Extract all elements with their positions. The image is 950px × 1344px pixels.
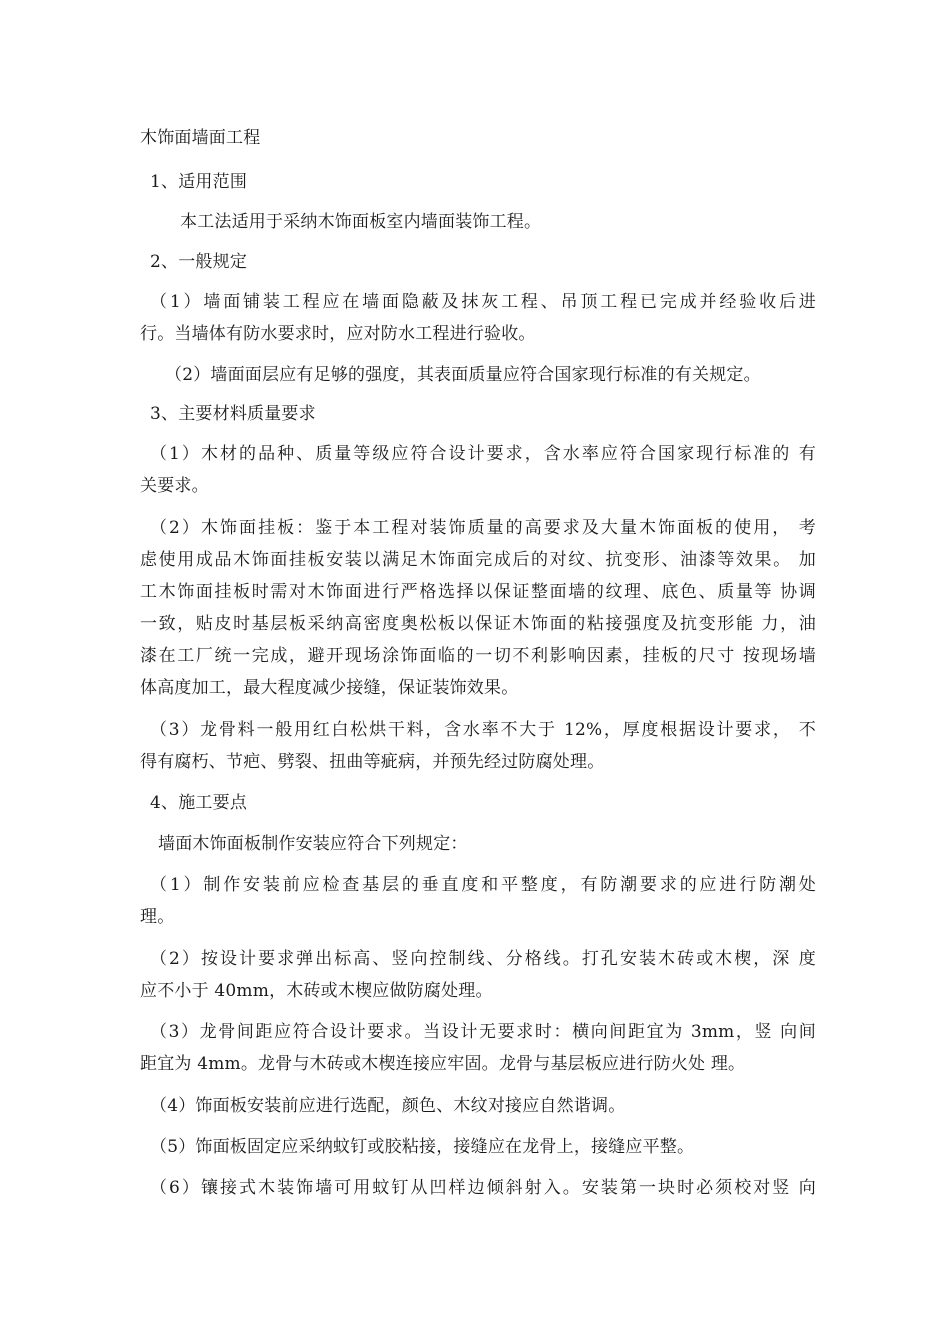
section-3-para-2-line-2: 虑使用成品木饰面挂板安装以满足木饰面完成后的对纹、抗变形、油漆等效果。 加 xyxy=(140,550,816,570)
section-3-para-3-line-2: 得有腐朽、节疤、劈裂、扭曲等疵病，并预先经过防腐处理。 xyxy=(140,752,605,772)
section-4-para-2-line-1: （2）按设计要求弹出标高、竖向控制线、分格线。打孔安装木砖或木楔，深 度 xyxy=(150,949,816,969)
section-3-para-2-line-5: 漆在工厂统一完成，避开现场涂饰面临的一切不利影响因素，挂板的尺寸 按现场墙 xyxy=(140,646,816,666)
section-4-para-3-line-2: 距宜为 4mm。龙骨与木砖或木楔连接应牢固。龙骨与基层板应进行防火处 理。 xyxy=(140,1054,746,1074)
section-4-para-2-line-2: 应不小于 40mm，木砖或木楔应做防腐处理。 xyxy=(140,981,493,1001)
section-4-intro: 墙面木饰面板制作安装应符合下列规定： xyxy=(158,834,468,854)
section-4-para-6-line-1: （6）镶接式木装饰墙可用蚊钉从凹样边倾斜射入。安装第一块时必须校对竖 向 xyxy=(150,1178,816,1198)
section-2-para-2-line-1: （2）墙面面层应有足够的强度，其表面质量应符合国家现行标准的有关规定。 xyxy=(165,365,761,385)
section-4-para-1-line-1: （1）制作安装前应检查基层的垂直度和平整度，有防潮要求的应进行防潮处 xyxy=(150,875,816,895)
section-3-heading: 3、主要材料质量要求 xyxy=(150,404,316,424)
section-4-heading: 4、施工要点 xyxy=(150,793,248,813)
document-title: 木饰面墙面工程 xyxy=(140,128,261,148)
section-2-heading: 2、一般规定 xyxy=(150,252,248,272)
section-1-text: 本工法适用于采纳木饰面板室内墙面装饰工程。 xyxy=(180,212,542,232)
section-3-para-2-line-3: 工木饰面挂板时需对木饰面进行严格选择以保证整面墙的纹理、底色、质量等 协调 xyxy=(140,582,816,602)
section-3-para-1-line-1: （1）木材的品种、质量等级应符合设计要求，含水率应符合国家现行标准的 有 xyxy=(150,444,816,464)
section-1-heading: 1、适用范围 xyxy=(150,172,248,192)
section-3-para-1-line-2: 关要求。 xyxy=(140,476,209,496)
section-3-para-2-line-4: 一致，贴皮时基层板采纳高密度奥松板以保证木饰面的粘接强度及抗变形能 力，油 xyxy=(140,614,816,634)
section-2-para-1-line-1: （1）墙面铺装工程应在墙面隐蔽及抹灰工程、吊顶工程已完成并经验收后进 xyxy=(150,292,816,312)
section-3-para-3-line-1: （3）龙骨料一般用红白松烘干料，含水率不大于 12%，厚度根据设计要求， 不 xyxy=(150,720,816,740)
section-4-para-5-line-1: （5）饰面板固定应采纳蚊钉或胶粘接，接缝应在龙骨上，接缝应平整。 xyxy=(150,1137,695,1157)
section-2-para-1-line-2: 行。当墙体有防水要求时，应对防水工程进行验收。 xyxy=(140,324,536,344)
section-3-para-2-line-6: 体高度加工，最大程度减少接缝，保证装饰效果。 xyxy=(140,678,519,698)
section-3-para-2-line-1: （2）木饰面挂板：鉴于本工程对装饰质量的高要求及大量木饰面板的使用， 考 xyxy=(150,518,816,538)
section-4-para-1-line-2: 理。 xyxy=(140,907,175,927)
section-4-para-4-line-1: （4）饰面板安装前应进行选配，颜色、木纹对接应自然谐调。 xyxy=(150,1096,626,1116)
section-4-para-3-line-1: （3）龙骨间距应符合设计要求。当设计无要求时：横向间距宜为 3mm，竖 向间 xyxy=(150,1022,816,1042)
